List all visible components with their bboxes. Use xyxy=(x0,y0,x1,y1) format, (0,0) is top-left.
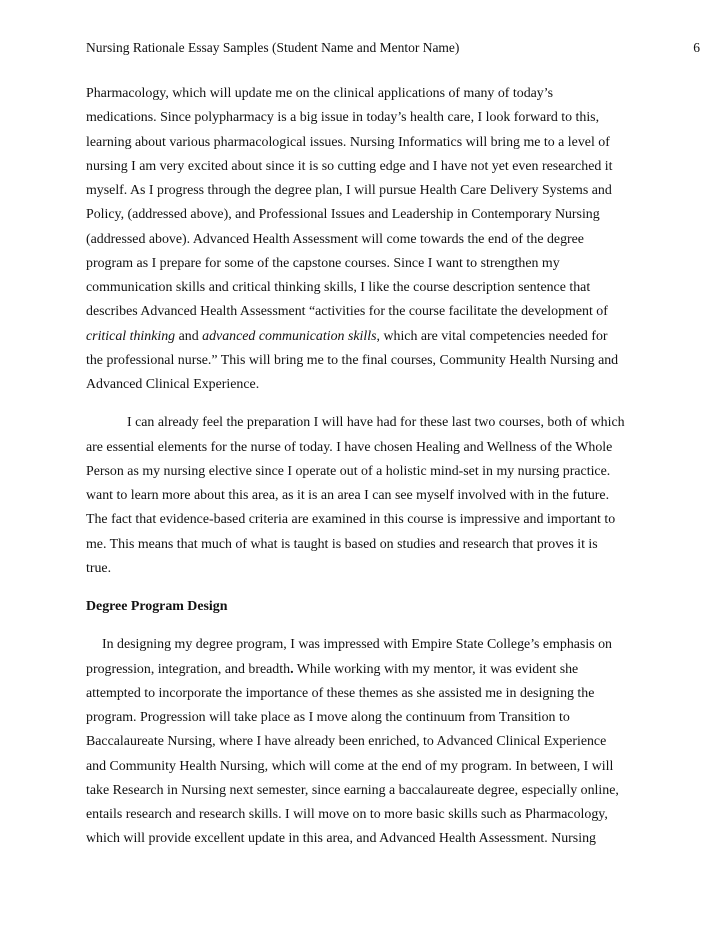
paragraph-gap xyxy=(86,581,646,595)
text-span: and xyxy=(175,328,203,344)
document-body xyxy=(86,82,646,852)
text-line: and Community Health Nursing, which will come at the end of my program. In between, I will xyxy=(86,758,614,774)
paragraph-gap xyxy=(86,397,646,411)
text-line: me. This means that much of what is taught is based on studies and research that proves it is xyxy=(86,536,598,552)
text-line xyxy=(86,658,646,682)
header-title: Nursing Rationale Essay Samples (Student Name and Mentor Name) xyxy=(86,40,460,55)
text-line: want to learn more about this area, as it is an area I can see myself involved with in the future. xyxy=(86,488,610,503)
text-line: nursing I am very excited about since it is so cutting edge and I have not yet even researched it xyxy=(86,158,613,174)
text-span: , which are vital competencies needed for xyxy=(376,328,608,344)
text-line: program. Progression will take place as I move along the continuum from Transition to xyxy=(86,710,570,725)
paragraph-gap xyxy=(86,619,646,633)
text-line: Pharmacology, which will update me on the clinical applications of many of today’s xyxy=(86,86,554,101)
running-header xyxy=(86,38,700,58)
text-line: The fact that evidence-based criteria are examined in this course is impressive and important to xyxy=(86,512,616,528)
text-line: describes Advanced Health Assessment “activities for the course facilitate the development of xyxy=(86,304,608,320)
text-line: are essential elements for the nurse of today. I have chosen Healing and Wellness of the Whole xyxy=(86,439,613,455)
text-line: attempted to incorporate the importance of these themes as she assisted me in designing the xyxy=(86,685,595,701)
paragraph-preparation xyxy=(86,411,646,581)
text-line: Baccalaureate Nursing, where I have already been enriched, to Advanced Clinical Experience xyxy=(86,734,607,750)
text-line: (addressed above). Advanced Health Assessment will come towards the end of the degree xyxy=(86,231,584,247)
text-line: communication skills and critical thinking skills, I like the course description sentence that xyxy=(86,280,591,295)
text-line: which will provide excellent update in this area, and Advanced Health Assessment. Nursing xyxy=(86,831,596,847)
text-span: progression, integration, and breadth xyxy=(86,661,291,677)
italic-text: critical thinking xyxy=(86,328,176,344)
page-number: 6 xyxy=(693,40,700,55)
text-line: In designing my degree program, I was impressed with Empire State College’s emphasis on xyxy=(102,637,612,653)
text-line: entails research and research skills. I will move on to more basic skills such as Pharmacology, xyxy=(86,807,608,822)
text-line: Person as my nursing elective since I operate out of a holistic mind-set in my nursing practice. xyxy=(86,463,611,479)
italic-text: advanced communication skills xyxy=(202,328,377,344)
text-line: myself. As I progress through the degree plan, I will pursue Health Care Delivery Systems and xyxy=(86,183,612,198)
paragraph-degree-design xyxy=(86,633,646,851)
text-line: learning about various pharmacological issues. Nursing Informatics will bring me to a level of xyxy=(86,134,610,150)
paragraph-pharmacology xyxy=(86,82,646,397)
text-line: Policy, (addressed above), and Professional Issues and Leadership in Contemporary Nursing xyxy=(86,207,600,223)
text-line: true. xyxy=(86,560,112,576)
text-span: While working with my mentor, it was evident she xyxy=(293,661,579,677)
bold-period: . xyxy=(290,661,294,677)
text-line xyxy=(86,325,646,349)
section-heading: Degree Program Design xyxy=(86,599,228,614)
text-line: the professional nurse.” This will bring me to the final courses, Community Health Nursing and xyxy=(86,352,619,368)
text-line: program as I prepare for some of the capstone courses. Since I want to strengthen my xyxy=(86,255,560,271)
text-line: medications. Since polypharmacy is a big issue in today’s health care, I look forward to this, xyxy=(86,110,600,126)
text-line: Advanced Clinical Experience. xyxy=(86,377,260,392)
text-line: I can already feel the preparation I will have had for these last two courses, both of which xyxy=(127,415,625,431)
text-line: take Research in Nursing next semester, since earning a baccalaureate degree, especially online, xyxy=(86,782,619,798)
